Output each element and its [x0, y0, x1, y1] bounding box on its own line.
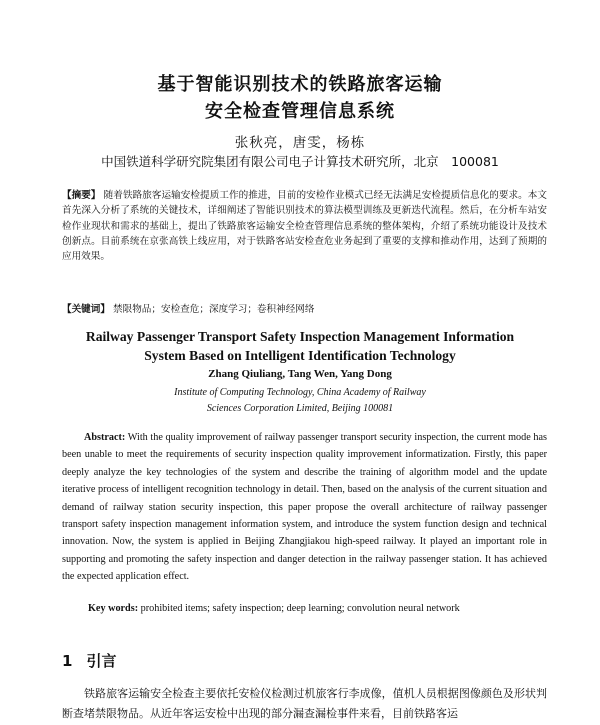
section-title: 引言	[86, 652, 117, 670]
section-heading	[62, 650, 116, 671]
abstract-en-label: Abstract:	[84, 432, 126, 443]
paper-title-en-line2: System Based on Intelligent Identification Technology	[144, 348, 456, 363]
keywords-cn	[62, 301, 547, 315]
affiliation-en-line2: Sciences Corporation Limited, Beijing 100081	[206, 403, 394, 414]
affiliation-en-line1: Institute of Computing Technology, China Academy of Railway	[174, 387, 426, 398]
abstract-cn	[62, 188, 547, 264]
abstract-cn-label: 【摘要】	[62, 190, 101, 201]
keywords-cn-text: 禁限物品；安检查危；深度学习；卷积神经网络	[113, 304, 315, 315]
abstract-en-text: With the quality improvement of railway passenger transport security inspection, the current mode has been unable to meet the requirements of security inspection quality improvement informatization. Firstly, this paper deeply analyze the key technologies of the system and describe the training of algorithm model and the update iterative process of intelligent recognition technology in detail. Then, based on the analysis of the current situation and demand of railway station security inspection, this paper propose the overall architecture of railway passenger transport safety inspection management information system, and introduce the system function design and technical innovation. Now, the system is applied in Beijing Zhangjiakou high-speed railway. It played an important role in supporting and promoting the safety inspection and danger detection in the railway passenger station. It has achieved the expected application effect.	[62, 432, 547, 583]
abstract-en	[62, 429, 547, 586]
keywords-en-text: prohibited items; safety inspection; deep learning; convolution neural network	[140, 603, 460, 614]
abstract-cn-text: 随着铁路旅客运输安检提质工作的推进，目前的安检作业模式已经无法满足安检提质信息化的要求。本文首先深入分析了系统的关键技术，详细阐述了智能识别技术的算法模型训练及更新迭代流程。然后，在分析车站安检作业现状和需求的基础上，提出了铁路旅客运输安全检查管理信息系统的整体架构，介绍了系统功能设计及技术创新点。目前系统在京张高铁上线应用，对于铁路客站安检查危业务起到了重要的支撑和推动作用，达到了预期的应用效果。	[62, 190, 548, 263]
authors-cn: 张秋亮，唐雯，杨栋	[234, 135, 366, 151]
keywords-en-label: Key words:	[88, 603, 139, 614]
paper-title-en-line1: Railway Passenger Transport Safety Inspection Management Information	[85, 329, 515, 344]
section-number: 1	[62, 652, 73, 670]
affiliation-en	[0, 385, 600, 417]
paper-title-line2: 安全检查管理信息系统	[205, 101, 395, 122]
body-paragraph-text: 铁路旅客运输安全检查主要依托安检仪检测过机旅客行李成像，值机人员根据图像颜色及形状判断查堵禁限物品。从近年客运安检中出现的部分漏查漏检事件来看，目前铁路客运	[62, 687, 547, 720]
authors-en: Zhang Qiuliang, Tang Wen, Yang Dong	[208, 368, 392, 380]
affiliation-cn: 中国铁道科学研究院集团有限公司电子计算技术研究所，北京 100081	[101, 154, 499, 169]
paper-title-line1: 基于智能识别技术的铁路旅客运输	[157, 74, 443, 95]
body-paragraph	[62, 684, 547, 724]
paper-title-en	[0, 327, 600, 365]
keywords-cn-label: 【关键词】	[62, 304, 110, 315]
keywords-en	[88, 603, 548, 614]
